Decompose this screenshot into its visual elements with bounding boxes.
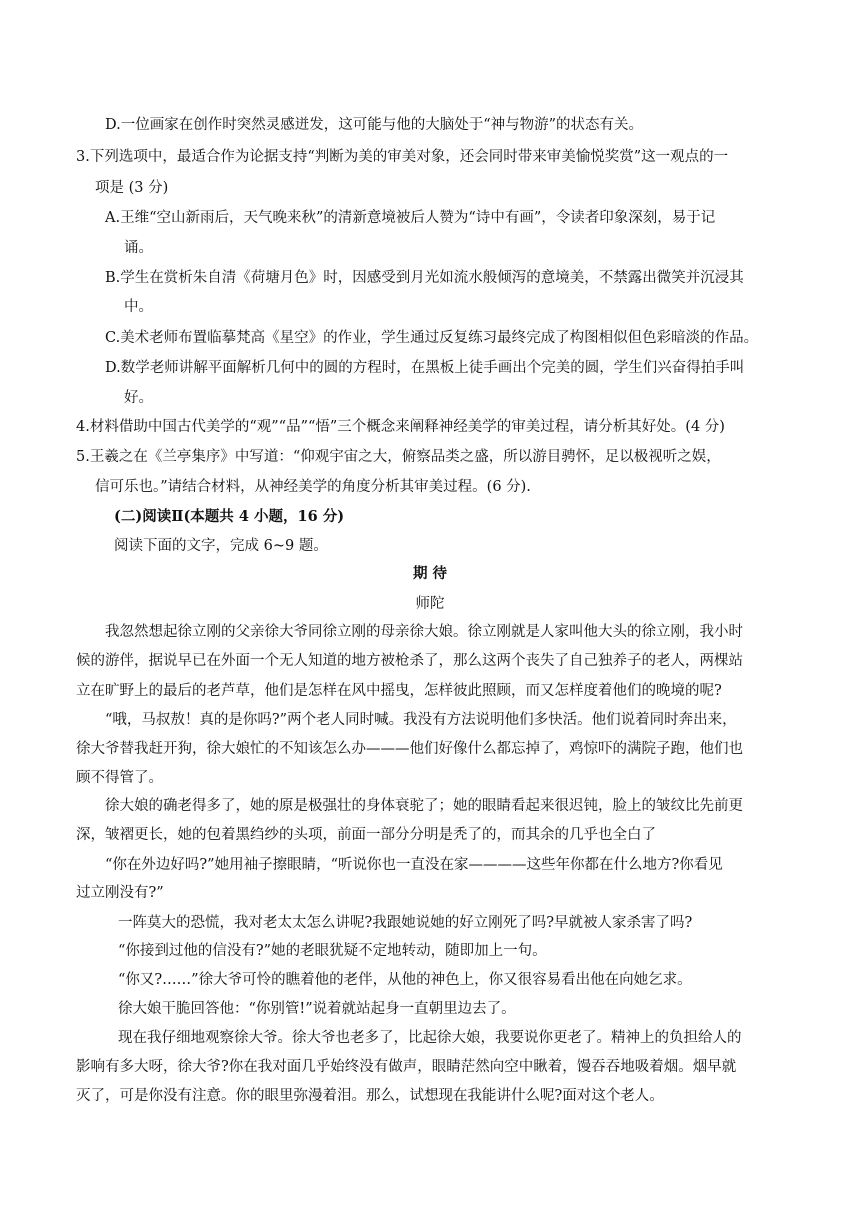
paragraph-1-line-3: 立在旷野上的最后的老芦草，他们是怎样在风中摇曳，怎样彼此照顾，而又怎样度着他们的晚境的呢? [76,683,722,699]
question-3-option-a-cont: 诵。 [124,240,153,256]
question-3-stem: 3.下列选项中，最适合作为论据支持“判断为美的审美对象，还会同时带来审美愉悦奖赏”这一观点的一 [76,149,729,165]
question-3-option-a: A.王维“空山新雨后，天气晚来秋”的清新意境被后人赞为“诗中有画”，令读者印象深刻，易于记 [105,210,716,226]
paragraph-4-line-2: 过立刚没有?” [76,885,164,901]
paragraph-1-line-1: 我忽然想起徐立刚的父亲徐大爷同徐立刚的母亲徐大娘。徐立刚就是人家叫他大头的徐立刚，我小时 [105,624,743,640]
paragraph-3-line-2: 深，皱褶更长，她的包着黑绉纱的头项，前面一部分分明是秃了的，而其余的几乎也全白了 [76,827,656,843]
question-3-option-d-cont: 好。 [124,390,153,406]
paragraph-2-line-1: “哦，马叔敖！真的是你吗?”两个老人同时喊。我没有方法说明他们多快活。他们说着同时奔出来， [105,712,737,728]
paragraph-2-line-3: 顾不得管了。 [76,770,163,786]
paragraph-4-line-1: “你在外边好吗?”她用袖子擦眼睛，“听说你也一直没在家————这些年你都在什么地方?你看见 [105,857,723,873]
paragraph-7: “你又?……”徐大爷可怜的瞧着他的老伴，从他的神色上，你又很容易看出他在向她乞求。 [118,972,692,988]
paragraph-5: 一阵莫大的恐慌，我对老太太怎么讲呢?我跟她说她的好立刚死了吗?早就被人家杀害了吗? [118,915,693,931]
question-5: 5.王羲之在《兰亭集序》中写道：“仰观宇宙之大，俯察品类之盛，所以游目骋怀，足以极视听之娱， [76,449,721,465]
section-heading: (二)阅读Ⅱ(本题共 4 小题，16 分) [114,508,345,525]
paragraph-1-line-2: 候的游伴，据说早已在外面一个无人知道的地方被枪杀了，那么这两个丧失了自己独养子的老人，两棵站 [76,653,743,669]
question-3-option-c: C.美术老师布置临摹梵高《星空》的作业，学生通过反复练习最终完成了构图相似但色彩暗淡的作品。 [105,330,759,346]
paragraph-9-line-2: 影响有多大呀，徐大爷?你在我对面几乎始终没有做声，眼睛茫然向空中瞅着，馒吞吞地吸着烟。烟早就 [76,1059,737,1075]
article-author: 师陀 [415,596,445,612]
paragraph-9-line-1: 现在我仔细地观察徐大爷。徐大爷也老多了，比起徐大娘，我要说你更老了。精神上的负担给人的 [118,1030,742,1046]
question-4: 4.材料借助中国古代美学的“观”“品”“悟”三个概念来阐释神经美学的审美过程，请分析其好处。(4 分) [76,419,725,435]
paragraph-2-line-2: 徐大爷替我赶开狗，徐大娘忙的不知该怎么办———他们好像什么都忘掉了，鸡惊吓的满院子跑，他们也 [76,741,743,757]
paragraph-3-line-1: 徐大娘的确老得多了，她的原是极强壮的身体衰驼了；她的眼睛看起来很迟钝，脸上的皱纹比先前更 [105,798,743,814]
reading-instruction: 阅读下面的文字，完成 6~9 题。 [114,538,328,554]
question-3-option-d: D.数学老师讲解平面解析几何中的圆的方程时，在黑板上徒手画出个完美的圆，学生们兴奋得拍手叫 [105,360,745,376]
article-title: 期 待 [412,565,448,582]
question-3-option-b: B.学生在赏析朱自清《荷塘月色》时，因感受到月光如流水般倾泻的意境美，不禁露出微笑并沉浸其 [105,270,744,286]
paragraph-6: “你接到过他的信没有?”她的老眼犹疑不定地转动，随即加上一句。 [118,943,547,959]
paragraph-9-line-3: 灭了，可是你没有注意。你的眼里弥漫着泪。那么，试想现在我能讲什么呢?面对这个老人。 [76,1088,664,1104]
question-5-cont: 信可乐也。”请结合材料，从神经美学的角度分析其审美过程。(6 分). [95,479,531,495]
question-3-option-b-cont: 中。 [124,299,153,315]
paragraph-8: 徐大娘干脆回答他：“你别管!”说着就站起身一直朝里边去了。 [118,1001,516,1017]
question-3-stem-cont: 项是 (3 分) [95,180,169,196]
question-2-option-d: D.一位画家在创作时突然灵感迸发，这可能与他的大脑处于“神与物游”的状态有关。 [105,117,644,133]
